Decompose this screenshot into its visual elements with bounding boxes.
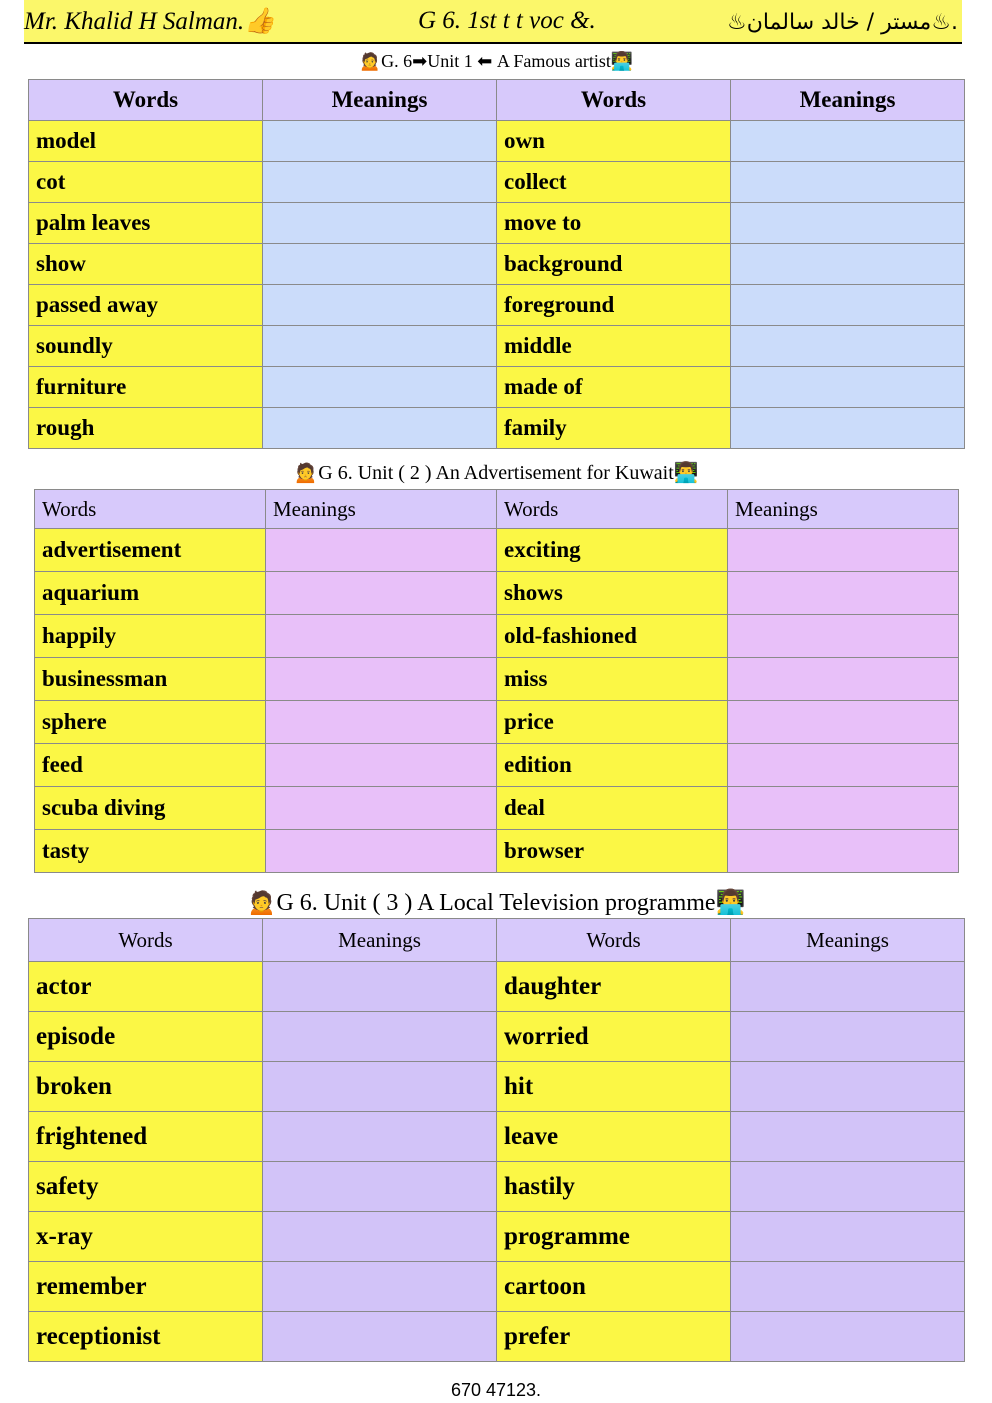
unit-name: A Famous artist — [496, 51, 611, 71]
word-cell: made of — [497, 367, 731, 408]
meaning-cell[interactable] — [263, 285, 497, 326]
right-arrow-icon: ➡ — [412, 51, 428, 71]
left-arrow-icon: ⬅ — [477, 51, 493, 71]
meaning-cell[interactable] — [731, 1312, 965, 1362]
word-cell: actor — [29, 962, 263, 1012]
word-cell: advertisement — [35, 529, 266, 572]
author-name-arabic: ♨مستر / خالد سالمان♨. — [726, 10, 958, 35]
meaning-cell[interactable] — [263, 326, 497, 367]
meaning-cell[interactable] — [731, 121, 965, 162]
word-cell: show — [29, 244, 263, 285]
word-cell: move to — [497, 203, 731, 244]
grade-label: G. 6 — [381, 51, 413, 71]
table-row — [29, 1262, 965, 1312]
word-cell: safety — [29, 1162, 263, 1212]
table-header-row — [29, 80, 965, 121]
table-row — [35, 701, 959, 744]
meaning-cell[interactable] — [266, 615, 497, 658]
meaning-cell[interactable] — [263, 244, 497, 285]
word-cell: background — [497, 244, 731, 285]
meanings-header: Meanings — [266, 490, 497, 529]
meaning-cell[interactable] — [731, 962, 965, 1012]
word-cell: tasty — [35, 830, 266, 873]
words-header: Words — [29, 80, 263, 121]
word-cell: middle — [497, 326, 731, 367]
worksheet-title: G 6. 1st t t voc &. — [418, 7, 596, 34]
unit-2-vocabulary-table — [34, 489, 959, 873]
meaning-cell[interactable] — [263, 962, 497, 1012]
word-cell: rough — [29, 408, 263, 449]
table-header-row — [29, 919, 965, 962]
words-header: Words — [497, 80, 731, 121]
table-row — [35, 658, 959, 701]
meaning-cell[interactable] — [263, 1012, 497, 1062]
table-row — [35, 787, 959, 830]
unit-3-vocabulary-table — [28, 918, 965, 1362]
meanings-header: Meanings — [728, 490, 959, 529]
meaning-cell[interactable] — [263, 1112, 497, 1162]
unit-name: G 6. Unit ( 2 ) An Advertisement for Kuwait — [318, 462, 674, 484]
unit-1-vocabulary-table — [28, 79, 965, 449]
table-row — [35, 830, 959, 873]
word-cell: old-fashioned — [497, 615, 728, 658]
table-row — [29, 1162, 965, 1212]
word-cell: hit — [497, 1062, 731, 1112]
meaning-cell[interactable] — [731, 162, 965, 203]
table-row — [29, 1062, 965, 1112]
table-row — [29, 1212, 965, 1262]
meanings-header: Meanings — [731, 919, 965, 962]
meaning-cell[interactable] — [728, 701, 959, 744]
table-row — [29, 162, 965, 203]
meaning-cell[interactable] — [263, 1312, 497, 1362]
word-cell: palm leaves — [29, 203, 263, 244]
person-icon: 🙍 — [358, 51, 382, 71]
word-cell: soundly — [29, 326, 263, 367]
table-row — [29, 1312, 965, 1362]
meaning-cell[interactable] — [263, 367, 497, 408]
word-cell: price — [497, 701, 728, 744]
word-cell: own — [497, 121, 731, 162]
word-cell: aquarium — [35, 572, 266, 615]
meaning-cell[interactable] — [731, 1012, 965, 1062]
words-header: Words — [497, 490, 728, 529]
words-header: Words — [497, 919, 731, 962]
meaning-cell[interactable] — [263, 408, 497, 449]
table-row — [29, 367, 965, 408]
word-cell: foreground — [497, 285, 731, 326]
meanings-header: Meanings — [263, 919, 497, 962]
meaning-cell[interactable] — [731, 1112, 965, 1162]
meaning-cell[interactable] — [731, 367, 965, 408]
meaning-cell[interactable] — [728, 572, 959, 615]
meaning-cell[interactable] — [728, 529, 959, 572]
meaning-cell[interactable] — [263, 203, 497, 244]
word-cell: scuba diving — [35, 787, 266, 830]
word-cell: shows — [497, 572, 728, 615]
table-header-row — [35, 490, 959, 529]
meanings-header: Meanings — [263, 80, 497, 121]
meaning-cell[interactable] — [731, 408, 965, 449]
word-cell: prefer — [497, 1312, 731, 1362]
person-icon: 🙍 — [293, 462, 319, 484]
word-cell: leave — [497, 1112, 731, 1162]
table-row — [29, 1112, 965, 1162]
meaning-cell[interactable] — [728, 658, 959, 701]
table-row — [29, 1012, 965, 1062]
meanings-header: Meanings — [731, 80, 965, 121]
word-cell: furniture — [29, 367, 263, 408]
meaning-cell[interactable] — [266, 701, 497, 744]
word-cell: cot — [29, 162, 263, 203]
meaning-cell[interactable] — [731, 1162, 965, 1212]
word-cell: receptionist — [29, 1312, 263, 1362]
word-cell: browser — [497, 830, 728, 873]
word-cell: exciting — [497, 529, 728, 572]
word-cell: collect — [497, 162, 731, 203]
phone-number: 670 47123. — [450, 1380, 542, 1400]
technologist-icon: 👨‍💻 — [610, 51, 634, 71]
table-row — [29, 408, 965, 449]
word-cell: cartoon — [497, 1262, 731, 1312]
word-cell: daughter — [497, 962, 731, 1012]
person-icon: 🙍 — [246, 890, 277, 916]
meaning-cell[interactable] — [731, 1062, 965, 1112]
word-cell: family — [497, 408, 731, 449]
meaning-cell[interactable] — [728, 787, 959, 830]
table-row — [29, 962, 965, 1012]
meaning-cell[interactable] — [728, 830, 959, 873]
table-row — [35, 529, 959, 572]
word-cell: miss — [497, 658, 728, 701]
word-cell: programme — [497, 1212, 731, 1262]
table-row — [35, 615, 959, 658]
word-cell: frightened — [29, 1112, 263, 1162]
meaning-cell[interactable] — [266, 658, 497, 701]
meaning-cell[interactable] — [263, 1262, 497, 1312]
technologist-icon: 👨‍💻 — [715, 890, 746, 916]
word-cell: x-ray — [29, 1212, 263, 1262]
meaning-cell[interactable] — [263, 1162, 497, 1212]
meaning-cell[interactable] — [728, 615, 959, 658]
meaning-cell[interactable] — [728, 744, 959, 787]
meaning-cell[interactable] — [731, 285, 965, 326]
word-cell: passed away — [29, 285, 263, 326]
table-row — [35, 744, 959, 787]
meaning-cell[interactable] — [731, 244, 965, 285]
meaning-cell[interactable] — [731, 326, 965, 367]
table-row — [29, 326, 965, 367]
meaning-cell[interactable] — [263, 1062, 497, 1112]
page-header — [24, 0, 962, 44]
word-cell: sphere — [35, 701, 266, 744]
meaning-cell[interactable] — [266, 830, 497, 873]
author-name: Mr. Khalid H Salman.👍 — [24, 8, 276, 35]
table-row — [29, 285, 965, 326]
word-cell: broken — [29, 1062, 263, 1112]
word-cell: feed — [35, 744, 266, 787]
technologist-icon: 👨‍💻 — [673, 462, 699, 484]
meaning-cell[interactable] — [731, 203, 965, 244]
unit-label: Unit 1 — [427, 51, 473, 71]
meaning-cell[interactable] — [266, 572, 497, 615]
word-cell: worried — [497, 1012, 731, 1062]
meaning-cell[interactable] — [266, 787, 497, 830]
word-cell: happily — [35, 615, 266, 658]
unit-name: G 6. Unit ( 3 ) A Local Television programme — [276, 890, 716, 916]
unit-1-title — [0, 51, 992, 72]
words-header: Words — [29, 919, 263, 962]
table-row — [29, 121, 965, 162]
meaning-cell[interactable] — [731, 1212, 965, 1262]
table-row — [35, 572, 959, 615]
meaning-cell[interactable] — [263, 121, 497, 162]
unit-2-title — [0, 460, 992, 485]
unit-3-title — [0, 888, 992, 917]
table-row — [29, 203, 965, 244]
meaning-cell[interactable] — [266, 744, 497, 787]
table-row — [29, 244, 965, 285]
words-header: Words — [35, 490, 266, 529]
meaning-cell[interactable] — [266, 529, 497, 572]
word-cell: model — [29, 121, 263, 162]
word-cell: deal — [497, 787, 728, 830]
meaning-cell[interactable] — [731, 1262, 965, 1312]
word-cell: episode — [29, 1012, 263, 1062]
meaning-cell[interactable] — [263, 1212, 497, 1262]
word-cell: edition — [497, 744, 728, 787]
word-cell: hastily — [497, 1162, 731, 1212]
word-cell: remember — [29, 1262, 263, 1312]
word-cell: businessman — [35, 658, 266, 701]
meaning-cell[interactable] — [263, 162, 497, 203]
